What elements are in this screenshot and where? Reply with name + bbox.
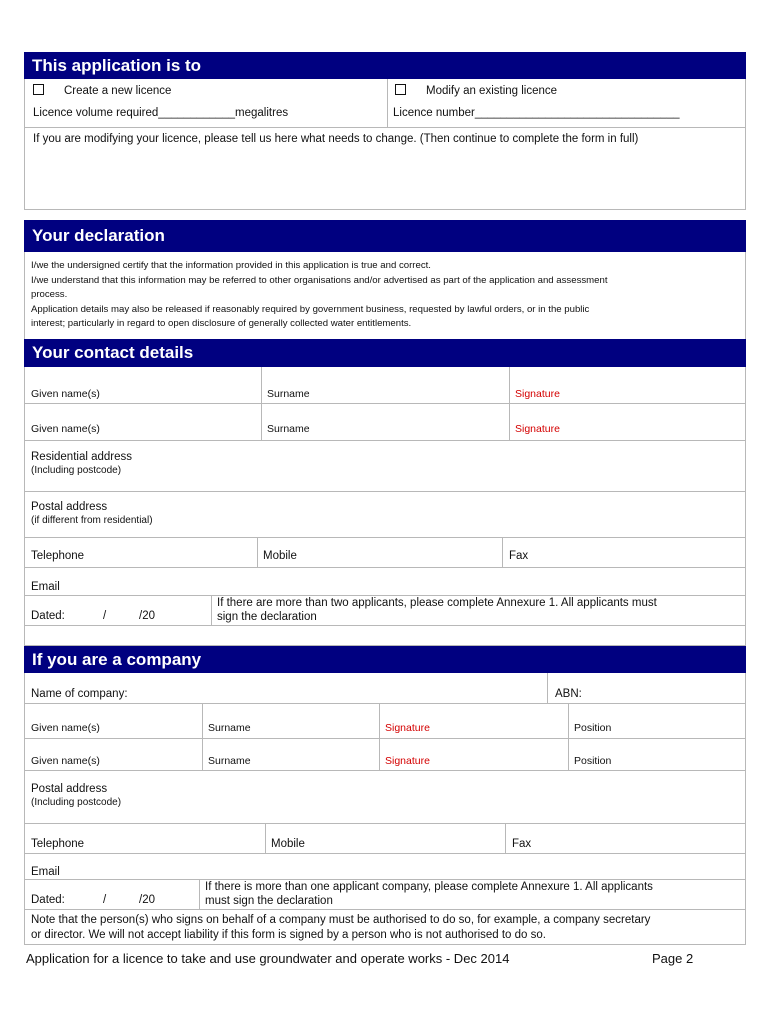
modify-checkbox[interactable] xyxy=(395,84,406,95)
email-field[interactable]: Email xyxy=(31,581,60,593)
residential-address-hint: (Including postcode) xyxy=(31,465,122,476)
company-date-separator: / xyxy=(103,894,107,906)
declaration-line: interest; particularly in regard to open disclosure of generally collected water entitlements. xyxy=(31,318,412,330)
company-mobile-field[interactable]: Mobile xyxy=(271,838,305,850)
licence-volume-field[interactable]: Licence volume required____________megalitres xyxy=(33,107,289,119)
declaration-title: Your declaration xyxy=(32,226,165,245)
modify-option[interactable] xyxy=(395,84,557,97)
company-applicants-note-line: If there is more than one applicant company, please complete Annexure 1. All applicants xyxy=(205,881,653,893)
date-separator: / xyxy=(103,610,107,622)
contact-section xyxy=(24,367,746,646)
company-date-year: /20 xyxy=(139,894,155,906)
declaration-line: I/we the undersigned certify that the information provided in this application is true and correct. xyxy=(31,260,431,271)
company-signature-field-2[interactable]: Signature xyxy=(385,755,430,767)
company-position-field-2[interactable]: Position xyxy=(574,755,612,767)
abn-field[interactable]: ABN: xyxy=(555,688,582,700)
company-surname-field-2[interactable]: Surname xyxy=(208,755,251,767)
modify-label: Modify an existing licence xyxy=(426,85,558,97)
company-given-name-field-2[interactable]: Given name(s) xyxy=(31,755,100,767)
declaration-section xyxy=(24,252,746,339)
authorisation-note-line: Note that the person(s) who signs on behalf of a company must be authorised to do so, for example, a company secretary xyxy=(31,914,651,926)
applicants-note-line: If there are more than two applicants, please complete Annexure 1. All applicants must xyxy=(217,597,657,609)
applicants-note xyxy=(217,596,657,624)
telephone-field[interactable]: Telephone xyxy=(31,550,85,562)
company-title: If you are a company xyxy=(32,649,202,669)
section-header-company xyxy=(24,646,746,673)
company-applicants-note-line: must sign the declaration xyxy=(205,895,333,907)
surname-field-1[interactable]: Surname xyxy=(267,388,310,400)
company-fax-field[interactable]: Fax xyxy=(512,838,532,850)
create-label: Create a new licence xyxy=(64,85,172,97)
company-applicants-note xyxy=(205,880,653,908)
dated-label: Dated: xyxy=(31,610,65,622)
section-header-declaration xyxy=(24,220,746,252)
company-postal-address-field[interactable]: Postal address xyxy=(31,783,108,795)
company-surname-field-1[interactable]: Surname xyxy=(208,722,251,734)
postal-address-field[interactable]: Postal address xyxy=(31,501,108,513)
given-name-field-1[interactable]: Given name(s) xyxy=(31,388,100,400)
dated-field[interactable] xyxy=(31,610,155,622)
authorisation-note-line: or director. We will not accept liability if this form is signed by a person who is not authorised to do so. xyxy=(31,929,546,941)
company-section xyxy=(24,673,746,945)
signature-field-2[interactable]: Signature xyxy=(515,423,560,435)
company-dated-label: Dated: xyxy=(31,894,65,906)
applicants-note-line: sign the declaration xyxy=(217,611,317,623)
date-year: /20 xyxy=(139,610,155,622)
declaration-line: Application details may also be released if reasonably required by government business, requested by lawful orders, or in the public xyxy=(31,303,590,315)
company-telephone-field[interactable]: Telephone xyxy=(31,838,85,850)
footer-title: Application for a licence to take and use groundwater and operate works - Dec 2014 xyxy=(26,951,510,966)
postal-address-hint: (if different from residential) xyxy=(31,515,153,526)
given-name-field-2[interactable]: Given name(s) xyxy=(31,423,100,435)
company-email-field[interactable]: Email xyxy=(31,866,60,878)
mobile-field[interactable]: Mobile xyxy=(263,550,297,562)
signature-field-1[interactable]: Signature xyxy=(515,388,560,400)
declaration-text xyxy=(31,259,737,332)
create-checkbox[interactable] xyxy=(33,84,44,95)
company-dated-field[interactable] xyxy=(31,894,155,906)
application-title: This application is to xyxy=(32,55,202,75)
company-name-field[interactable]: Name of company: xyxy=(31,688,128,700)
page-number: Page 2 xyxy=(652,951,694,966)
authorisation-note xyxy=(31,913,650,943)
company-position-field-1[interactable]: Position xyxy=(574,722,612,734)
company-postal-address-hint: (Including postcode) xyxy=(31,797,122,808)
surname-field-2[interactable]: Surname xyxy=(267,423,310,435)
application-section xyxy=(24,79,746,210)
modify-changes-field[interactable]: If you are modifying your licence, please tell us here what needs to change. (Then continue to complete the form in full) xyxy=(33,133,639,145)
company-signature-field-1[interactable]: Signature xyxy=(385,722,430,734)
residential-address-field[interactable]: Residential address xyxy=(31,451,133,463)
section-header-contact xyxy=(24,339,746,367)
contact-title: Your contact details xyxy=(32,343,194,362)
section-header-application xyxy=(24,52,746,79)
licence-number-field[interactable]: Licence number________________________________ xyxy=(393,107,680,119)
create-option[interactable] xyxy=(33,84,171,97)
company-given-name-field-1[interactable]: Given name(s) xyxy=(31,722,100,734)
declaration-line: process. xyxy=(31,289,68,301)
declaration-line: I/we understand that this information may be referred to other organisations and/or advertised as part of the application and assessment xyxy=(31,274,608,286)
fax-field[interactable]: Fax xyxy=(509,550,529,562)
